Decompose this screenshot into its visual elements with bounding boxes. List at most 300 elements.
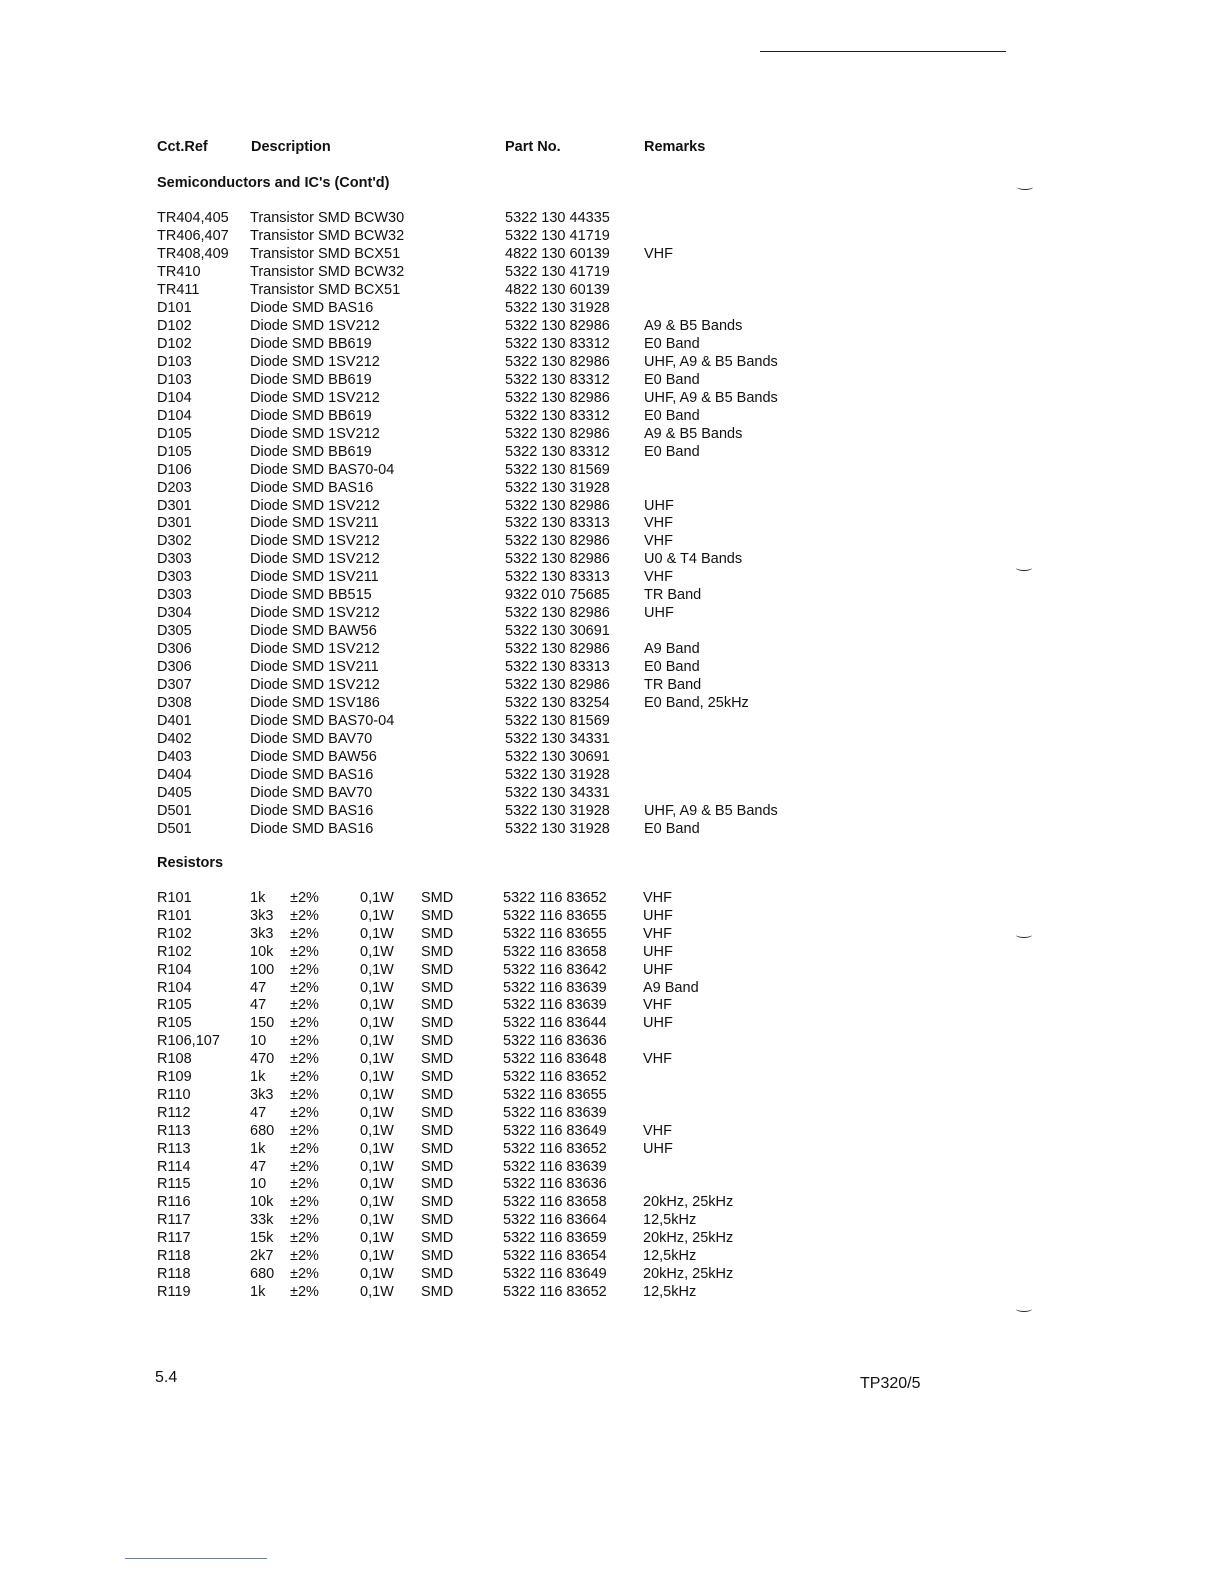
tolerance: ±2% [290,1051,319,1068]
header-part-no: Part No. [505,139,561,155]
part-number: 5322 130 82986 [505,641,610,658]
cct-ref: D501 [157,820,192,837]
remark: UHF, A9 & B5 Bands [644,389,778,406]
power-rating: 0,1W [360,1051,394,1068]
semiconductor-row [0,767,1224,785]
tolerance: ±2% [290,1248,319,1264]
description: Diode SMD 1SV186 [250,695,380,712]
semiconductor-row [0,390,1224,408]
tolerance: ±2% [290,1069,319,1085]
semiconductor-row [0,246,1224,264]
tolerance: ±2% [290,979,319,996]
cct-ref: D404 [157,767,192,784]
power-rating: 0,1W [360,961,394,978]
resistor-row [0,1248,1224,1266]
cct-ref: D303 [157,569,192,586]
description: Diode SMD 1SV212 [250,425,380,442]
remark: 20kHz, 25kHz [643,1265,734,1282]
cct-ref: R119 [157,1283,191,1300]
part-number: 5322 130 82986 [505,605,610,622]
power-rating: 0,1W [360,1086,394,1103]
part-number: 5322 116 83648 [503,1051,607,1068]
part-number: 5322 116 83659 [503,1230,607,1247]
semiconductor-row [0,426,1224,444]
tolerance: ±2% [290,1283,319,1300]
cct-ref: R105 [157,1015,192,1032]
description: Diode SMD BAS16 [250,820,374,837]
semiconductor-row [0,282,1224,300]
resistance-value: 47 [250,997,267,1014]
tolerance: ±2% [290,1158,319,1175]
cct-ref: D304 [157,605,192,622]
page-number: 5.4 [155,1369,178,1386]
part-number: 5322 130 30691 [505,623,610,640]
resistance-value: 10k [250,1194,274,1211]
cct-ref: D104 [157,407,192,424]
cct-ref: D301 [157,497,192,514]
part-number: 5322 130 83312 [505,371,610,388]
description: Diode SMD BAW56 [250,749,377,766]
part-number: 5322 116 83644 [503,1015,607,1032]
part-number: 5322 116 83655 [503,925,607,942]
power-rating: 0,1W [360,1140,394,1157]
part-number: 5322 116 83639 [503,997,607,1014]
remark: A9 & B5 Bands [644,317,743,334]
cct-ref: D102 [157,317,192,334]
remark: E0 Band [644,371,700,388]
resistor-row [0,1087,1224,1105]
cct-ref: R113 [157,1122,191,1139]
remark: VHF [643,1122,672,1139]
remark: UHF [643,943,673,960]
resistor-row [0,980,1224,998]
power-rating: 0,1W [360,997,394,1014]
part-number: 5322 116 83639 [503,979,607,996]
semiconductor-row [0,731,1224,749]
part-number: 5322 130 83312 [505,443,610,460]
semiconductor-row [0,821,1224,839]
remark: VHF [644,569,673,586]
package-type: SMD [421,1283,454,1300]
resistor-row [0,1230,1224,1248]
remark: E0 Band [644,443,700,460]
remark: VHF [644,515,673,532]
part-number: 5322 116 83639 [503,1158,607,1175]
resistor-row [0,1051,1224,1069]
cct-ref: R106,107 [157,1033,220,1050]
resistor-row [0,1266,1224,1284]
semiconductor-row [0,408,1224,426]
package-type: SMD [421,943,454,960]
remark: VHF [643,890,672,906]
resistance-value: 10 [250,1176,267,1193]
part-number: 5322 130 83313 [505,659,610,676]
cct-ref: D306 [157,641,192,658]
description: Diode SMD BB619 [250,443,372,460]
description: Transistor SMD BCX51 [250,245,401,262]
package-type: SMD [421,1015,454,1032]
package-type: SMD [421,1122,454,1139]
cct-ref: D105 [157,443,192,460]
remark: TR Band [644,587,702,604]
part-number: 5322 116 83636 [503,1176,607,1193]
cct-ref: D106 [157,461,192,478]
part-number: 5322 116 83655 [503,1086,607,1103]
resistance-value: 100 [250,961,275,978]
cct-ref: TR410 [157,263,201,280]
semiconductor-row [0,372,1224,390]
remark: VHF [644,245,673,262]
part-number: 4822 130 60139 [505,281,610,298]
package-type: SMD [421,1248,454,1264]
package-type: SMD [421,1212,454,1229]
resistor-row [0,1212,1224,1230]
package-type: SMD [421,1140,454,1157]
semiconductor-row [0,318,1224,336]
cct-ref: D203 [157,479,192,496]
power-rating: 0,1W [360,1158,394,1175]
package-type: SMD [421,925,454,942]
semiconductor-row [0,587,1224,605]
semiconductor-row [0,210,1224,228]
semiconductor-row [0,569,1224,587]
part-number: 5322 130 82986 [505,497,610,514]
cct-ref: D305 [157,623,192,640]
description: Diode SMD 1SV212 [250,677,380,694]
cct-ref: TR411 [157,281,200,298]
resistor-row [0,1015,1224,1033]
part-number: 5322 130 83313 [505,515,610,532]
cct-ref: D301 [157,515,192,532]
power-rating: 0,1W [360,890,394,906]
semiconductor-row [0,785,1224,803]
part-number: 5322 130 34331 [505,731,610,748]
resistor-row [0,944,1224,962]
semiconductor-row [0,444,1224,462]
semiconductor-row [0,264,1224,282]
remark: UHF [644,497,674,514]
part-number: 5322 116 83655 [503,907,607,924]
tolerance: ±2% [290,961,319,978]
resistor-row [0,926,1224,944]
power-rating: 0,1W [360,1283,394,1300]
resistance-value: 33k [250,1212,274,1229]
description: Diode SMD BAS70-04 [250,713,395,730]
part-number: 5322 116 83649 [503,1122,607,1139]
remark: UHF [643,961,673,978]
part-number: 5322 130 82986 [505,533,610,550]
cct-ref: TR404,405 [157,210,229,226]
package-type: SMD [421,1230,454,1247]
cct-ref: D303 [157,587,192,604]
part-number: 5322 130 31928 [505,479,610,496]
part-number: 9322 010 75685 [505,587,610,604]
remark: VHF [643,925,672,942]
resistance-value: 1k [250,1069,266,1085]
resistor-row [0,1123,1224,1141]
semiconductor-row [0,480,1224,498]
tolerance: ±2% [290,1015,319,1032]
description: Diode SMD BAS16 [250,299,374,316]
cct-ref: D306 [157,659,192,676]
remark: UHF [643,1140,673,1157]
package-type: SMD [421,1265,454,1282]
part-number: 5322 116 83652 [503,890,607,906]
remark: VHF [643,1051,672,1068]
description: Diode SMD BAV70 [250,731,373,748]
description: Transistor SMD BCX51 [250,281,401,298]
resistance-value: 3k3 [250,907,274,924]
package-type: SMD [421,1176,454,1193]
semiconductor-row [0,551,1224,569]
cct-ref: R118 [157,1265,191,1282]
part-number: 5322 116 83652 [503,1283,607,1300]
resistor-row [0,997,1224,1015]
tolerance: ±2% [290,1140,319,1157]
description: Diode SMD 1SV211 [250,659,379,676]
part-number: 5322 116 83636 [503,1033,607,1050]
resistance-value: 47 [250,1104,267,1121]
top-rule [760,51,1006,52]
description: Diode SMD BAW56 [250,623,377,640]
cct-ref: R115 [157,1176,191,1193]
semiconductor-row [0,803,1224,821]
description: Diode SMD 1SV212 [250,641,380,658]
power-rating: 0,1W [360,907,394,924]
part-number: 5322 130 34331 [505,785,610,802]
tolerance: ±2% [290,1194,319,1211]
cct-ref: R118 [157,1248,191,1264]
part-number: 5322 116 83639 [503,1104,607,1121]
semiconductor-row [0,659,1224,677]
remark: UHF [643,907,673,924]
document-id: TP320/5 [860,1375,921,1392]
cct-ref: TR406,407 [157,227,229,244]
tolerance: ±2% [290,1122,319,1139]
description: Diode SMD BAS70-04 [250,461,395,478]
resistance-value: 15k [250,1230,274,1247]
semiconductor-row [0,515,1224,533]
remark: 12,5kHz [643,1283,697,1300]
power-rating: 0,1W [360,1230,394,1247]
resistance-value: 2k7 [250,1248,274,1264]
remark: A9 Band [643,979,699,996]
description: Diode SMD 1SV212 [250,551,380,568]
remark: U0 & T4 Bands [644,551,743,568]
remark: A9 & B5 Bands [644,425,743,442]
cct-ref: R108 [157,1051,192,1068]
tolerance: ±2% [290,997,319,1014]
description: Diode SMD 1SV212 [250,353,380,370]
part-number: 5322 130 82986 [505,425,610,442]
part-number: 5322 130 31928 [505,820,610,837]
power-rating: 0,1W [360,1194,394,1211]
part-number: 5322 130 81569 [505,461,610,478]
semiconductor-row [0,623,1224,641]
semiconductor-row [0,677,1224,695]
remark: UHF, A9 & B5 Bands [644,353,778,370]
part-number: 5322 130 82986 [505,317,610,334]
cct-ref: D302 [157,533,192,550]
part-number: 5322 116 83652 [503,1140,607,1157]
resistor-row [0,908,1224,926]
resistance-value: 47 [250,1158,267,1175]
semiconductor-row [0,533,1224,551]
semiconductors-title: Semiconductors and IC's (Cont'd) [157,175,390,191]
semiconductor-row [0,336,1224,354]
semiconductor-row [0,713,1224,731]
description: Transistor SMD BCW32 [250,227,405,244]
remark: E0 Band [644,820,700,837]
power-rating: 0,1W [360,1176,394,1193]
remark: 20kHz, 25kHz [643,1230,734,1247]
part-number: 5322 116 83664 [503,1212,607,1229]
package-type: SMD [421,1033,454,1050]
description: Diode SMD BAS16 [250,479,374,496]
cct-ref: R104 [157,961,192,978]
part-number: 4822 130 60139 [505,245,610,262]
cct-ref: R101 [157,890,192,906]
power-rating: 0,1W [360,925,394,942]
resistance-value: 1k [250,1140,266,1157]
remark: UHF [644,605,674,622]
header-ref: Cct.Ref [157,139,208,155]
tolerance: ±2% [290,1176,319,1193]
semiconductor-row [0,695,1224,713]
tolerance: ±2% [290,890,319,906]
remark: UHF [643,1015,673,1032]
description: Diode SMD 1SV212 [250,317,380,334]
part-number: 5322 116 83642 [503,961,607,978]
part-number: 5322 116 83649 [503,1265,607,1282]
tolerance: ±2% [290,1265,319,1282]
part-number: 5322 130 83312 [505,335,610,352]
cct-ref: D402 [157,731,192,748]
remark: E0 Band [644,659,700,676]
semiconductor-row [0,749,1224,767]
resistor-row [0,890,1224,908]
part-number: 5322 116 83658 [503,1194,607,1211]
resistance-value: 680 [250,1122,275,1139]
margin-mark [1017,184,1033,190]
package-type: SMD [421,1104,454,1121]
cct-ref: D405 [157,785,192,802]
part-number: 5322 130 82986 [505,353,610,370]
part-number: 5322 130 82986 [505,389,610,406]
power-rating: 0,1W [360,979,394,996]
resistance-value: 3k3 [250,925,274,942]
part-number: 5322 130 30691 [505,749,610,766]
description: Diode SMD BB619 [250,371,372,388]
package-type: SMD [421,979,454,996]
resistor-row [0,1159,1224,1177]
remark: A9 Band [644,641,700,658]
remark: E0 Band, 25kHz [644,695,749,712]
semiconductor-row [0,498,1224,516]
tolerance: ±2% [290,907,319,924]
resistance-value: 10k [250,943,274,960]
resistor-row [0,1069,1224,1087]
resistor-row [0,1033,1224,1051]
remark: TR Band [644,677,702,694]
semiconductor-row [0,605,1224,623]
package-type: SMD [421,997,454,1014]
package-type: SMD [421,961,454,978]
description: Diode SMD 1SV212 [250,389,380,406]
description: Diode SMD 1SV212 [250,497,380,514]
cct-ref: D103 [157,353,192,370]
cct-ref: D401 [157,713,192,730]
description: Diode SMD 1SV211 [250,515,379,532]
cct-ref: D501 [157,803,192,819]
resistor-row [0,1141,1224,1159]
semiconductor-row [0,228,1224,246]
resistor-row [0,1194,1224,1212]
power-rating: 0,1W [360,1265,394,1282]
remark: E0 Band [644,335,700,352]
part-number: 5322 130 82986 [505,551,610,568]
cct-ref: R110 [157,1086,191,1103]
resistance-value: 1k [250,890,266,906]
power-rating: 0,1W [360,943,394,960]
description: Transistor SMD BCW32 [250,263,405,280]
remark: 12,5kHz [643,1248,697,1264]
cct-ref: D307 [157,677,192,694]
package-type: SMD [421,1051,454,1068]
cct-ref: D104 [157,389,192,406]
resistance-value: 10 [250,1033,267,1050]
tolerance: ±2% [290,1033,319,1050]
power-rating: 0,1W [360,1069,394,1085]
power-rating: 0,1W [360,1212,394,1229]
header-remarks: Remarks [644,139,706,155]
remark: 12,5kHz [643,1212,697,1229]
part-number: 5322 130 81569 [505,713,610,730]
part-number: 5322 130 31928 [505,803,610,819]
description: Diode SMD 1SV212 [250,533,380,550]
semiconductor-row [0,300,1224,318]
power-rating: 0,1W [360,1248,394,1264]
tolerance: ±2% [290,1104,319,1121]
semiconductor-row [0,641,1224,659]
resistance-value: 47 [250,979,267,996]
remark: VHF [644,533,673,550]
part-number: 5322 116 83652 [503,1069,607,1085]
part-number: 5322 130 31928 [505,767,610,784]
cct-ref: R105 [157,997,192,1014]
description: Transistor SMD BCW30 [250,210,405,226]
tolerance: ±2% [290,1086,319,1103]
part-number: 5322 130 83254 [505,695,610,712]
cct-ref: D103 [157,371,192,388]
cct-ref: R104 [157,979,192,996]
part-number: 5322 130 83312 [505,407,610,424]
resistance-value: 150 [250,1015,275,1032]
cct-ref: D403 [157,749,192,766]
resistance-value: 680 [250,1265,275,1282]
cct-ref: R102 [157,943,192,960]
description: Diode SMD BB619 [250,335,372,352]
description: Diode SMD BB619 [250,407,372,424]
tolerance: ±2% [290,1230,319,1247]
description: Diode SMD BAS16 [250,803,374,819]
cct-ref: R101 [157,907,192,924]
part-number: 5322 130 31928 [505,299,610,316]
resistor-row [0,1284,1224,1302]
cct-ref: TR408,409 [157,245,229,262]
remark: 20kHz, 25kHz [643,1194,734,1211]
part-number: 5322 130 83313 [505,569,610,586]
